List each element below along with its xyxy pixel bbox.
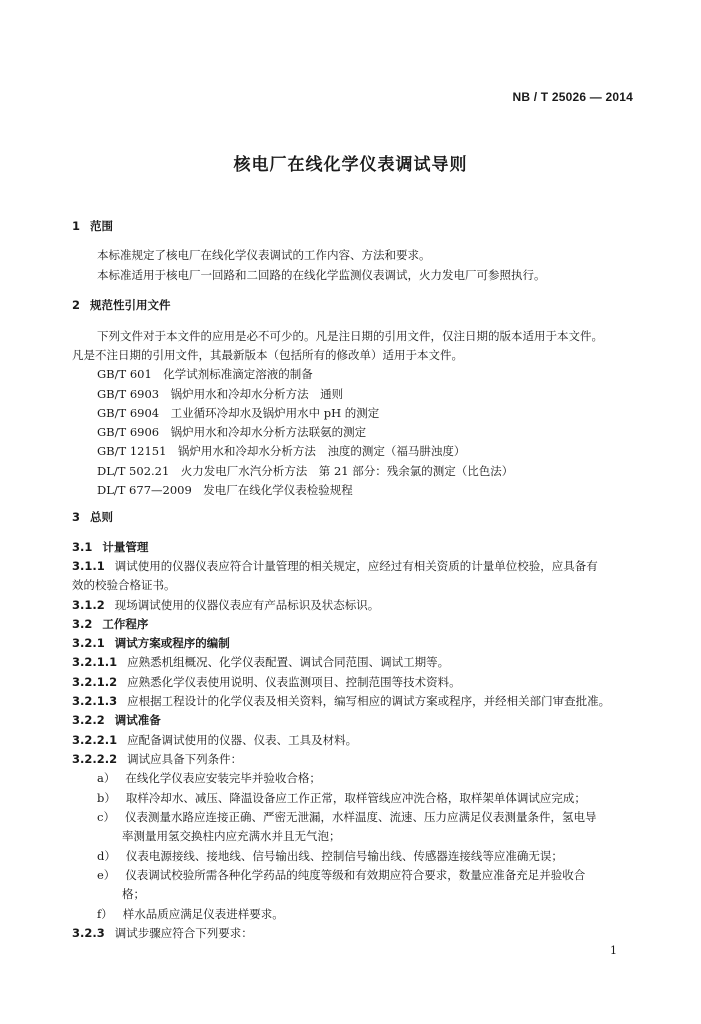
list-item-a	[97, 770, 321, 786]
list-label: e）	[97, 868, 116, 882]
list-item-f	[97, 906, 284, 922]
list-label: d）	[97, 849, 116, 863]
subsection-3-2-1-heading	[72, 635, 230, 651]
list-text: 仪表测量水路应连接正确、严密无泄漏，水样温度、流速、压力应满足仪表测量条件，氢电导	[124, 810, 597, 824]
section-1-heading	[72, 218, 113, 234]
paragraph-continued: 凡是不注日期的引用文件，其最新版本（包括所有的修改单）适用于本文件。	[72, 348, 463, 362]
list-text: 仪表电源接线、接地线、信号输出线、控制信号输出线、传感器连接线等应准确无误；	[125, 849, 563, 863]
subsection-3-2-heading	[72, 616, 148, 632]
list-text: 取样冷却水、减压、降温设备应工作正常，取样管线应冲洗合格，取样架单体调试应完成；	[125, 791, 586, 805]
clause-text: 调试使用的仪器仪表应符合计量管理的相关规定，应经过有相关资质的计量单位校验，应具备有	[114, 559, 598, 573]
reference-item: DL/T 502.21 火力发电厂水汽分析方法 第 21 部分：残余氯的测定（比色法）	[97, 464, 514, 478]
clause-number: 3.2.1.1	[72, 655, 118, 669]
section-number: 3	[72, 510, 81, 524]
clause-text: 应配备调试使用的仪器、仪表、工具及材料。	[127, 733, 358, 747]
clause-3-1-2	[72, 597, 379, 613]
clause-number: 3.2.1.2	[72, 675, 118, 689]
clause-3-2-1-1	[72, 654, 449, 670]
list-item-c	[97, 809, 596, 825]
list-label: a）	[97, 771, 116, 785]
list-label: f）	[97, 907, 113, 921]
page-number: 1	[610, 944, 617, 957]
paragraph: 本标准适用于核电厂一回路和二回路的在线化学监测仪表调试，火力发电厂可参照执行。	[97, 268, 546, 282]
section-number: 3.2	[72, 617, 93, 631]
paragraph: 本标准规定了核电厂在线化学仪表调试的工作内容、方法和要求。	[97, 248, 431, 262]
clause-continued: 效的校验合格证书。	[72, 578, 176, 592]
list-item-b	[97, 790, 586, 806]
section-number: 3.1	[72, 540, 93, 554]
reference-item: DL/T 677—2009 发电厂在线化学仪表检验规程	[97, 483, 353, 497]
list-item-continued: 率测量用氢交换柱内应充满水并且无气泡；	[122, 829, 341, 843]
list-text: 样水品质应满足仪表进样要求。	[122, 907, 284, 921]
clause-number: 3.2.2.2	[72, 752, 118, 766]
clause-text: 应根据工程设计的化学仪表及相关资料，编写相应的调试方案或程序，并经相关部门审查批准。	[127, 694, 611, 708]
clause-text: 现场调试使用的仪器仪表应有产品标识及状态标识。	[114, 598, 380, 612]
section-number: 3.2.2	[72, 713, 105, 727]
list-item-e	[97, 867, 585, 883]
standard-code: NB / T 25026 — 2014	[512, 90, 633, 104]
clause-3-2-1-2	[72, 674, 461, 690]
reference-item: GB/T 6903 锅炉用水和冷却水分析方法 通则	[97, 387, 344, 401]
clause-text: 应熟悉机组概况、化学仪表配置、调试合同范围、调试工期等。	[127, 655, 450, 669]
document-title: 核电厂在线化学仪表调试导则	[233, 155, 468, 175]
section-2-heading	[72, 297, 171, 313]
section-title: 调试准备	[114, 713, 161, 727]
reference-item: GB/T 12151 锅炉用水和冷却水分析方法 浊度的测定（福马肼浊度）	[97, 444, 466, 458]
section-number: 3.2.1	[72, 636, 105, 650]
list-label: b）	[97, 791, 116, 805]
section-title: 调试方案或程序的编制	[114, 636, 230, 650]
section-number: 1	[72, 219, 81, 233]
clause-number: 3.1.2	[72, 598, 105, 612]
section-title: 规范性引用文件	[90, 298, 171, 312]
section-title: 计量管理	[102, 540, 149, 554]
subsection-3-1-heading	[72, 539, 148, 555]
list-label: c）	[97, 810, 115, 824]
paragraph: 下列文件对于本文件的应用是必不可少的。凡是注日期的引用文件，仅注日期的版本适用于本文件。	[97, 329, 603, 343]
section-title: 范围	[90, 219, 114, 233]
clause-text: 调试应具备下列条件：	[127, 752, 243, 766]
clause-3-2-1-3	[72, 693, 610, 709]
clause-3-2-3	[72, 925, 253, 941]
clause-3-1-1	[72, 558, 598, 574]
reference-item: GB/T 6904 工业循环冷却水及锅炉用水中 pH 的测定	[97, 406, 380, 420]
clause-3-2-2-2	[72, 751, 242, 767]
subsection-3-2-2-heading	[72, 712, 161, 728]
clause-number: 3.1.1	[72, 559, 105, 573]
section-3-heading	[72, 509, 113, 525]
list-item-continued: 格；	[122, 887, 145, 901]
clause-3-2-2-1	[72, 732, 357, 748]
clause-text: 调试步骤应符合下列要求：	[114, 926, 253, 940]
clause-text: 应熟悉化学仪表使用说明、仪表监测项目、控制范围等技术资料。	[127, 675, 461, 689]
clause-number: 3.2.3	[72, 926, 105, 940]
list-text: 仪表调试校验所需各种化学药品的纯度等级和有效期应符合要求，数量应准备充足并验收合	[125, 868, 586, 882]
reference-item: GB/T 6906 锅炉用水和冷却水分析方法联氨的测定	[97, 425, 367, 439]
list-text: 在线化学仪表应安装完毕并验收合格；	[125, 771, 321, 785]
section-title: 工作程序	[102, 617, 149, 631]
section-title: 总则	[90, 510, 114, 524]
clause-number: 3.2.2.1	[72, 733, 118, 747]
clause-number: 3.2.1.3	[72, 694, 118, 708]
reference-item: GB/T 601 化学试剂标准滴定溶液的制备	[97, 367, 313, 381]
list-item-d	[97, 848, 563, 864]
section-number: 2	[72, 298, 81, 312]
